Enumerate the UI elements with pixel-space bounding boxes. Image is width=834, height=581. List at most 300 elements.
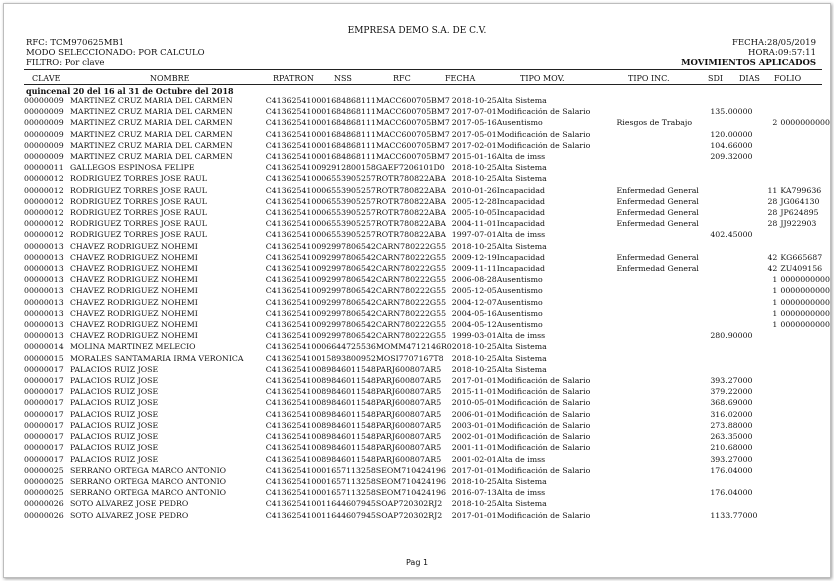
cell-sdi bbox=[710, 95, 757, 106]
cell-tipo-inc bbox=[616, 454, 710, 465]
table-row bbox=[24, 285, 830, 296]
cell-tipo-mov: Modificación de Salario bbox=[496, 409, 591, 419]
cell-tipo-inc bbox=[616, 151, 710, 162]
cell-rpatron: C4136254100 bbox=[265, 398, 322, 408]
cell-tipo-inc: Enfermedad General bbox=[616, 208, 699, 218]
cell-rfc: SOAP720302RJ2 bbox=[375, 510, 443, 520]
cell-sdi bbox=[710, 252, 757, 263]
cell-rpatron: C4136254100 bbox=[265, 443, 322, 453]
cell-clave: 00000009 bbox=[24, 129, 64, 139]
cell-rfc: PARJ600807AR5 bbox=[375, 387, 442, 397]
cell-nombre: MARTINEZ CRUZ MARIA DEL CARMEN bbox=[69, 152, 233, 162]
cell-folio: JG064130 bbox=[780, 196, 820, 206]
column-header-row bbox=[4, 74, 830, 84]
cell-sdi bbox=[710, 196, 757, 207]
cell-clave: 00000012 bbox=[24, 208, 64, 218]
cell-nombre: CHAVEZ RODRIGUEZ NOHEMI bbox=[69, 264, 198, 274]
company-name: EMPRESA DEMO S.A. DE C.V. bbox=[347, 26, 487, 36]
cell-nss: 89846011548 bbox=[321, 454, 376, 464]
cell-nombre: SOTO ALVAREZ JOSE PEDRO bbox=[69, 510, 189, 520]
cell-sdi bbox=[710, 308, 757, 319]
cell-clave: 00000011 bbox=[24, 163, 64, 173]
cell-nombre: MARTINEZ CRUZ MARIA DEL CARMEN bbox=[69, 96, 233, 105]
header-rule-top bbox=[24, 69, 822, 70]
cell-nombre: RODRIGUEZ TORRES JOSE RAUL bbox=[69, 208, 207, 218]
cell-folio: JP624895 bbox=[780, 208, 819, 218]
cell-nombre: PALACIOS RUIZ JOSE bbox=[69, 398, 159, 408]
cell-folio: 0000000000 bbox=[780, 118, 830, 128]
cell-rpatron: C4136254100 bbox=[265, 152, 322, 162]
cell-fecha: 2018-10-25 bbox=[451, 353, 497, 363]
cell-nss: 92997806542 bbox=[321, 286, 376, 296]
table-row bbox=[24, 263, 830, 274]
cell-fecha: 2006-01-01 bbox=[451, 409, 497, 419]
cell-nombre: MARTINEZ CRUZ MARIA DEL CARMEN bbox=[69, 118, 233, 128]
cell-tipo-mov: Incapacidad bbox=[496, 208, 545, 218]
cell-tipo-mov: Modificación de Salario bbox=[496, 465, 591, 475]
cell-sdi: 379.22000 bbox=[710, 387, 753, 397]
cell-fecha: 2001-11-01 bbox=[451, 443, 497, 453]
cell-clave: 00000013 bbox=[24, 320, 64, 330]
cell-dias bbox=[757, 106, 777, 117]
cell-tipo-inc bbox=[616, 106, 710, 117]
cell-tipo-mov: Modificación de Salario bbox=[496, 376, 591, 386]
cell-folio: KG665687 bbox=[780, 252, 823, 262]
filter-line: FILTRO: Por clave bbox=[26, 58, 105, 68]
table-row bbox=[24, 353, 830, 364]
cell-tipo-mov: Modificación de Salario bbox=[496, 140, 591, 150]
cell-nss: 06553905257 bbox=[321, 208, 376, 218]
cell-rpatron: C4136254100 bbox=[265, 252, 322, 262]
cell-rfc: ROTR780822ABA bbox=[375, 174, 446, 184]
cell-nss: 01657113258 bbox=[321, 488, 376, 498]
cell-fecha: 2004-12-07 bbox=[451, 297, 497, 307]
cell-fecha: 2002-01-01 bbox=[451, 432, 497, 442]
cell-nss: 15893800952 bbox=[321, 353, 376, 363]
cell-fecha: 2017-01-01 bbox=[451, 465, 497, 475]
col-folio: FOLIO bbox=[774, 74, 802, 83]
cell-sdi bbox=[710, 117, 757, 128]
cell-fecha: 2018-10-25 bbox=[451, 96, 497, 105]
cell-rpatron: C4136254100 bbox=[265, 118, 322, 128]
cell-nss: 01684868111 bbox=[321, 107, 376, 117]
cell-dias bbox=[757, 454, 777, 465]
cell-folio: 0000000000 bbox=[780, 286, 830, 296]
cell-rfc: CARN780222G55 bbox=[375, 252, 447, 262]
cell-nss: 89846011548 bbox=[321, 420, 376, 430]
cell-nss: 06644725536 bbox=[321, 342, 376, 352]
cell-sdi: 316.02000 bbox=[710, 409, 753, 419]
cell-dias bbox=[757, 330, 777, 341]
col-clave: CLAVE bbox=[32, 74, 61, 83]
cell-fecha: 2004-05-16 bbox=[451, 308, 497, 318]
cell-tipo-mov: Incapacidad bbox=[496, 219, 545, 229]
table-row bbox=[24, 117, 830, 128]
cell-rpatron: C4136254100 bbox=[265, 140, 322, 150]
table-row bbox=[24, 510, 830, 521]
cell-clave: 00000017 bbox=[24, 364, 64, 374]
cell-folio: KA799636 bbox=[780, 185, 822, 195]
cell-tipo-mov: Ausentismo bbox=[496, 286, 543, 296]
cell-clave: 00000012 bbox=[24, 185, 64, 195]
cell-nombre: RODRIGUEZ TORRES JOSE RAUL bbox=[69, 174, 207, 184]
cell-tipo-mov: Incapacidad bbox=[496, 196, 545, 206]
cell-tipo-mov: Alta Sistema bbox=[496, 353, 547, 363]
cell-tipo-mov: Alta Sistema bbox=[496, 342, 547, 352]
cell-tipo-mov: Modificación de Salario bbox=[496, 129, 591, 139]
cell-sdi: 1133.77000 bbox=[710, 510, 758, 520]
table-row bbox=[24, 241, 830, 252]
cell-tipo-inc bbox=[616, 308, 710, 319]
cell-nss: 92997806542 bbox=[321, 331, 376, 341]
col-fecha: FECHA bbox=[445, 74, 476, 83]
cell-fecha: 1997-07-01 bbox=[451, 230, 497, 240]
cell-tipo-mov: Incapacidad bbox=[496, 264, 545, 274]
cell-clave: 00000017 bbox=[24, 398, 64, 408]
cell-rpatron: C4136254100 bbox=[265, 432, 322, 442]
cell-fecha: 2017-05-01 bbox=[451, 129, 497, 139]
cell-tipo-inc bbox=[616, 487, 710, 498]
cell-clave: 00000009 bbox=[24, 152, 64, 162]
cell-folio bbox=[777, 431, 830, 442]
cell-nombre: CHAVEZ RODRIGUEZ NOHEMI bbox=[69, 320, 198, 330]
cell-dias bbox=[757, 241, 777, 252]
cell-tipo-mov: Alta de imss bbox=[496, 152, 546, 162]
cell-sdi: 176.04000 bbox=[710, 465, 753, 475]
table-row bbox=[24, 442, 830, 453]
cell-clave: 00000017 bbox=[24, 376, 64, 386]
cell-rfc: MACC600705BM7 bbox=[375, 140, 450, 150]
cell-rpatron: C4136254100 bbox=[265, 264, 322, 274]
cell-fecha: 2018-10-25 bbox=[451, 364, 497, 374]
table-row bbox=[24, 420, 830, 431]
cell-clave: 00000025 bbox=[24, 488, 64, 498]
cell-nss: 06553905257 bbox=[321, 174, 376, 184]
cell-fecha: 2010-05-01 bbox=[451, 398, 497, 408]
cell-nss: 06553905257 bbox=[321, 185, 376, 195]
cell-dias bbox=[757, 431, 777, 442]
cell-nombre: CHAVEZ RODRIGUEZ NOHEMI bbox=[69, 286, 198, 296]
cell-rfc: MACC600705BM7 bbox=[375, 107, 450, 117]
cell-folio bbox=[777, 341, 830, 352]
cell-clave: 00000013 bbox=[24, 275, 64, 285]
cell-dias: 28 bbox=[767, 208, 778, 218]
cell-folio: JJ922903 bbox=[780, 219, 817, 229]
table-row bbox=[24, 319, 830, 330]
cell-sdi bbox=[710, 498, 757, 509]
cell-rfc: MOMM4712146R0 bbox=[375, 342, 452, 352]
cell-fecha: 2001-02-01 bbox=[451, 454, 497, 464]
cell-rfc: MOSI7707167T8 bbox=[375, 353, 444, 363]
time-line: HORA:09:57:11 bbox=[748, 48, 816, 58]
cell-nss: 89846011548 bbox=[321, 376, 376, 386]
cell-folio: 0000000000 bbox=[780, 320, 830, 330]
cell-nombre: PALACIOS RUIZ JOSE bbox=[69, 387, 159, 397]
table-row bbox=[24, 162, 830, 173]
cell-dias: 28 bbox=[767, 196, 778, 206]
cell-rpatron: C4136254100 bbox=[265, 196, 322, 206]
cell-nss: 06553905257 bbox=[321, 230, 376, 240]
report-page bbox=[3, 3, 831, 578]
cell-rpatron: C4136254100 bbox=[265, 96, 322, 105]
cell-rpatron: C4136254100 bbox=[265, 409, 322, 419]
cell-folio bbox=[777, 386, 830, 397]
cell-clave: 00000009 bbox=[24, 107, 64, 117]
cell-tipo-mov: Modificación de Salario bbox=[496, 107, 591, 117]
cell-tipo-inc: Enfermedad General bbox=[616, 219, 699, 229]
cell-folio bbox=[777, 140, 830, 151]
cell-folio: 0000000000 bbox=[780, 275, 830, 285]
table-row bbox=[24, 106, 830, 117]
col-rpatron: RPATRON bbox=[273, 74, 314, 83]
cell-nss: 89846011548 bbox=[321, 398, 376, 408]
cell-nss: 92997806542 bbox=[321, 275, 376, 285]
cell-sdi: 120.00000 bbox=[710, 129, 753, 139]
cell-nss: 92997806542 bbox=[321, 308, 376, 318]
cell-tipo-mov: Alta Sistema bbox=[496, 174, 547, 184]
cell-sdi: 135.00000 bbox=[710, 107, 753, 117]
cell-clave: 00000013 bbox=[24, 286, 64, 296]
cell-nss: 01657113258 bbox=[321, 476, 376, 486]
cell-nss: 89846011548 bbox=[321, 409, 376, 419]
cell-rpatron: C4136254100 bbox=[265, 465, 322, 475]
cell-nss: 89846011548 bbox=[321, 364, 376, 374]
cell-folio: 0000000000 bbox=[780, 297, 830, 307]
cell-dias: 1 bbox=[772, 275, 778, 285]
cell-rpatron: C4136254100 bbox=[265, 208, 322, 218]
cell-fecha: 2009-11-11 bbox=[451, 264, 497, 274]
cell-rpatron: C4136254100 bbox=[265, 510, 322, 520]
cell-tipo-inc bbox=[616, 420, 710, 431]
cell-nss: 92997806542 bbox=[321, 320, 376, 330]
table-row bbox=[24, 364, 830, 375]
cell-folio bbox=[777, 510, 830, 521]
cell-clave: 00000013 bbox=[24, 331, 64, 341]
cell-dias bbox=[757, 364, 777, 375]
cell-rpatron: C4136254100 bbox=[265, 297, 322, 307]
cell-rpatron: C4136254100 bbox=[265, 476, 322, 486]
cell-rfc: PARJ600807AR5 bbox=[375, 420, 442, 430]
cell-clave: 00000015 bbox=[24, 353, 64, 363]
cell-rfc: MACC600705BM7 bbox=[375, 118, 450, 128]
cell-folio bbox=[777, 364, 830, 375]
cell-nss: 11644607945 bbox=[321, 510, 376, 520]
cell-nombre: CHAVEZ RODRIGUEZ NOHEMI bbox=[69, 308, 198, 318]
cell-clave: 00000009 bbox=[24, 96, 64, 105]
cell-tipo-mov: Alta Sistema bbox=[496, 476, 547, 486]
col-nss: NSS bbox=[334, 74, 352, 83]
cell-sdi: 393.27000 bbox=[710, 454, 753, 464]
cell-rpatron: C4136254100 bbox=[265, 499, 322, 509]
cell-rpatron: C4136254100 bbox=[265, 387, 322, 397]
cell-nombre: SERRANO ORTEGA MARCO ANTONIO bbox=[69, 476, 227, 486]
cell-tipo-inc: Riesgos de Trabajo bbox=[616, 118, 693, 128]
cell-fecha: 2018-10-25 bbox=[451, 163, 497, 173]
cell-fecha: 2005-10-05 bbox=[451, 208, 497, 218]
cell-tipo-inc bbox=[616, 476, 710, 487]
col-tipo-inc: TIPO INC. bbox=[628, 74, 670, 83]
cell-fecha: 2018-10-25 bbox=[451, 342, 497, 352]
cell-clave: 00000026 bbox=[24, 510, 64, 520]
table-row bbox=[24, 330, 830, 341]
cell-clave: 00000017 bbox=[24, 432, 64, 442]
cell-fecha: 2004-11-01 bbox=[451, 219, 497, 229]
cell-tipo-inc bbox=[616, 229, 710, 240]
cell-folio bbox=[777, 129, 830, 140]
cell-fecha: 2016-07-13 bbox=[451, 488, 497, 498]
cell-rfc: PARJ600807AR5 bbox=[375, 454, 442, 464]
cell-dias bbox=[757, 498, 777, 509]
table-row bbox=[24, 196, 830, 207]
cell-clave: 00000017 bbox=[24, 454, 64, 464]
cell-nss: 01684868111 bbox=[321, 140, 376, 150]
cell-nss: 06553905257 bbox=[321, 196, 376, 206]
cell-rfc: PARJ600807AR5 bbox=[375, 443, 442, 453]
cell-tipo-mov: Alta de imss bbox=[496, 331, 546, 341]
cell-sdi bbox=[710, 319, 757, 330]
cell-clave: 00000017 bbox=[24, 443, 64, 453]
table-row bbox=[24, 218, 830, 229]
col-nombre: NOMBRE bbox=[150, 74, 190, 83]
cell-nombre: CHAVEZ RODRIGUEZ NOHEMI bbox=[69, 252, 198, 262]
cell-tipo-mov: Ausentismo bbox=[496, 275, 543, 285]
cell-folio bbox=[777, 442, 830, 453]
cell-folio bbox=[777, 95, 830, 106]
cell-tipo-mov: Modificación de Salario bbox=[496, 510, 591, 520]
table-row bbox=[24, 95, 830, 106]
cell-dias: 1 bbox=[772, 286, 778, 296]
cell-clave: 00000013 bbox=[24, 264, 64, 274]
cell-tipo-inc bbox=[616, 431, 710, 442]
cell-clave: 00000012 bbox=[24, 219, 64, 229]
table-row bbox=[24, 229, 830, 240]
cell-rpatron: C4136254100 bbox=[265, 275, 322, 285]
cell-folio bbox=[777, 409, 830, 420]
cell-dias bbox=[757, 375, 777, 386]
cell-tipo-mov: Alta de imss bbox=[496, 488, 546, 498]
cell-tipo-mov: Modificación de Salario bbox=[496, 387, 591, 397]
cell-sdi bbox=[710, 263, 757, 274]
cell-dias: 2 bbox=[772, 118, 778, 128]
header-rule-bottom bbox=[24, 84, 822, 85]
cell-fecha: 2009-12-19 bbox=[451, 252, 497, 262]
cell-fecha: 2004-05-12 bbox=[451, 320, 497, 330]
cell-tipo-inc: Enfermedad General bbox=[616, 264, 699, 274]
cell-nombre: MARTINEZ CRUZ MARIA DEL CARMEN bbox=[69, 107, 233, 117]
cell-rfc: MACC600705BM7 bbox=[375, 96, 450, 105]
cell-rpatron: C4136254100 bbox=[265, 353, 322, 363]
section-title: quincenal 20 del 16 al 31 de Octubre del 2018 bbox=[26, 86, 234, 96]
report-subtitle: MOVIMIENTOS APLICADOS bbox=[681, 58, 816, 68]
table-row bbox=[24, 173, 830, 184]
cell-nombre: SERRANO ORTEGA MARCO ANTONIO bbox=[69, 488, 227, 498]
cell-rfc: ROTR780822ABA bbox=[375, 185, 446, 195]
table-row bbox=[24, 476, 830, 487]
table-row bbox=[24, 454, 830, 465]
cell-tipo-mov: Ausentismo bbox=[496, 308, 543, 318]
cell-nss: 01684868111 bbox=[321, 152, 376, 162]
table-row bbox=[24, 274, 830, 285]
cell-folio bbox=[777, 241, 830, 252]
cell-sdi: 393.27000 bbox=[710, 376, 753, 386]
cell-dias bbox=[757, 409, 777, 420]
cell-tipo-inc bbox=[616, 140, 710, 151]
cell-clave: 00000013 bbox=[24, 241, 64, 251]
table-row bbox=[24, 498, 830, 509]
cell-clave: 00000012 bbox=[24, 174, 64, 184]
cell-nss: 01684868111 bbox=[321, 96, 376, 105]
cell-sdi bbox=[710, 476, 757, 487]
table-row bbox=[24, 151, 830, 162]
cell-tipo-mov: Alta Sistema bbox=[496, 163, 547, 173]
col-tipo-mov: TIPO MOV. bbox=[520, 74, 565, 83]
cell-tipo-mov: Modificación de Salario bbox=[496, 398, 591, 408]
cell-fecha: 2003-01-01 bbox=[451, 420, 497, 430]
cell-rfc: PARJ600807AR5 bbox=[375, 376, 442, 386]
cell-tipo-inc bbox=[616, 95, 710, 106]
date-line: FECHA:28/05/2019 bbox=[731, 38, 816, 48]
cell-folio bbox=[777, 465, 830, 476]
cell-nombre: CHAVEZ RODRIGUEZ NOHEMI bbox=[69, 241, 198, 251]
cell-nss: 92997806542 bbox=[321, 264, 376, 274]
cell-folio bbox=[777, 476, 830, 487]
cell-fecha: 2005-12-05 bbox=[451, 286, 497, 296]
cell-tipo-inc: Enfermedad General bbox=[616, 196, 699, 206]
cell-tipo-mov: Alta Sistema bbox=[496, 96, 547, 105]
cell-clave: 00000025 bbox=[24, 465, 64, 475]
cell-nss: 92997806542 bbox=[321, 252, 376, 262]
cell-rfc: SEOM710424196 bbox=[375, 465, 446, 475]
cell-tipo-inc bbox=[616, 397, 710, 408]
cell-folio bbox=[777, 498, 830, 509]
cell-folio bbox=[777, 454, 830, 465]
cell-rfc: SEOM710424196 bbox=[375, 476, 446, 486]
cell-dias bbox=[757, 341, 777, 352]
cell-rfc: PARJ600807AR5 bbox=[375, 409, 442, 419]
cell-rpatron: C4136254100 bbox=[265, 364, 322, 374]
cell-tipo-mov: Alta de imss bbox=[496, 230, 546, 240]
cell-tipo-mov: Ausentismo bbox=[496, 118, 543, 128]
cell-fecha: 2018-10-25 bbox=[451, 499, 497, 509]
cell-sdi bbox=[710, 185, 757, 196]
table-row bbox=[24, 375, 830, 386]
cell-clave: 00000025 bbox=[24, 476, 64, 486]
cell-clave: 00000026 bbox=[24, 499, 64, 509]
cell-sdi bbox=[710, 162, 757, 173]
table-row bbox=[24, 409, 830, 420]
table-row bbox=[24, 397, 830, 408]
mode-line: MODO SELECCIONADO: POR CALCULO bbox=[26, 48, 205, 58]
cell-fecha: 2010-01-26 bbox=[451, 185, 497, 195]
table-row bbox=[24, 465, 830, 476]
cell-tipo-inc bbox=[616, 409, 710, 420]
cell-tipo-mov: Modificación de Salario bbox=[496, 443, 591, 453]
cell-folio bbox=[777, 173, 830, 184]
cell-sdi: 368.69000 bbox=[710, 398, 753, 408]
cell-fecha: 2017-07-01 bbox=[451, 107, 497, 117]
cell-sdi: 273.88000 bbox=[710, 420, 753, 430]
table-row bbox=[24, 207, 830, 218]
cell-folio bbox=[777, 420, 830, 431]
cell-fecha: 2018-10-25 bbox=[451, 476, 497, 486]
cell-clave: 00000017 bbox=[24, 420, 64, 430]
cell-clave: 00000012 bbox=[24, 230, 64, 240]
cell-sdi bbox=[710, 274, 757, 285]
cell-dias bbox=[757, 229, 777, 240]
cell-folio: ZU409156 bbox=[780, 264, 823, 274]
cell-tipo-mov: Alta Sistema bbox=[496, 364, 547, 374]
cell-nombre: CHAVEZ RODRIGUEZ NOHEMI bbox=[69, 297, 198, 307]
